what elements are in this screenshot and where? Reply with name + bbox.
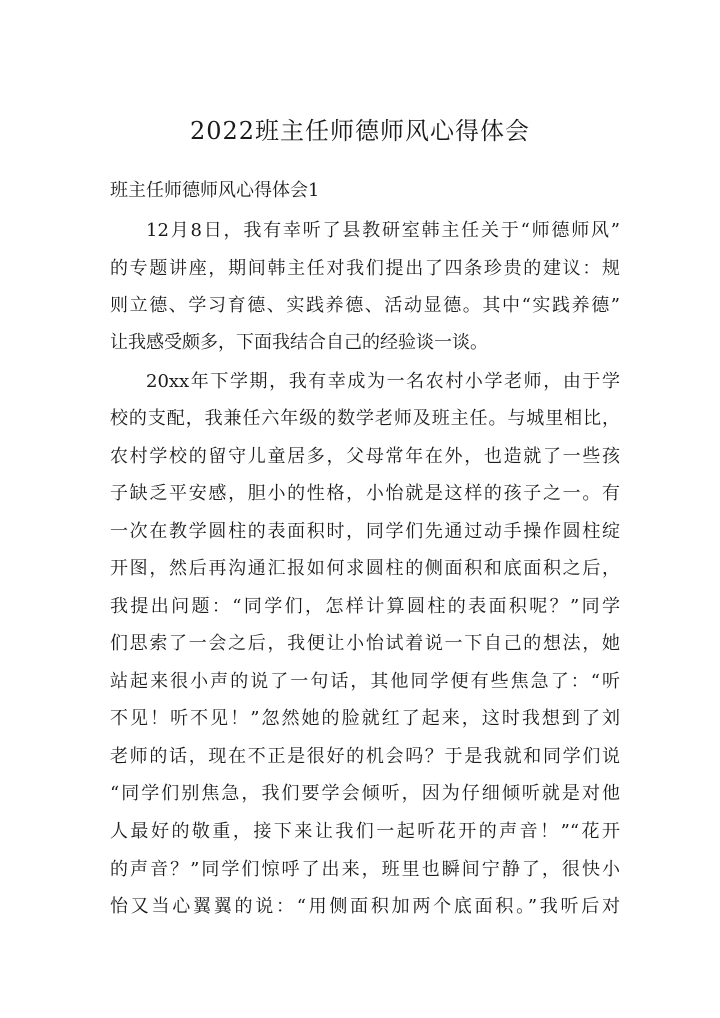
paragraph-2-line: 们思索了一会之后，我便让小怡试着说一下自己的想法，她 xyxy=(110,633,620,654)
paragraph-2-line: “同学们别焦急，我们要学会倾听，因为仔细倾听就是对他 xyxy=(110,783,620,804)
paragraph-1-line: 12月8日，我有幸听了县教研室韩主任关于“师德师风” xyxy=(146,220,620,241)
paragraph-2-line: 20xx年下学期，我有幸成为一名农村小学老师，由于学 xyxy=(146,371,620,392)
paragraph-2-line: 开图，然后再沟通汇报如何求圆柱的侧面积和底面积之后， xyxy=(110,558,620,579)
paragraph-1-line: 则立德、学习育德、实践养德、活动显德。其中“实践养德” xyxy=(110,295,620,316)
paragraph-2-line: 怡又当心翼翼的说：“用侧面积加两个底面积。”我听后对 xyxy=(110,896,620,917)
paragraph-2-line: 农村学校的留守儿童居多，父母常年在外，也造就了一些孩 xyxy=(110,446,620,467)
section-heading: 班主任师德师风心得体会1 xyxy=(110,180,320,201)
paragraph-2-line: 人最好的敬重，接下来让我们一起听花开的声音！”“花开 xyxy=(110,821,620,842)
paragraph-2-line: 一次在教学圆柱的表面积时，同学们先通过动手操作圆柱绽 xyxy=(110,521,620,542)
paragraph-1-line: 让我感受颇多，下面我结合自己的经验谈一谈。 xyxy=(110,332,488,353)
paragraph-2-line: 我提出问题：“同学们，怎样计算圆柱的表面积呢？”同学 xyxy=(110,596,620,617)
paragraph-2-line: 站起来很小声的说了一句话，其他同学便有些焦急了：“听 xyxy=(110,671,620,692)
paragraph-1-line: 的专题讲座，期间韩主任对我们提出了四条珍贵的建议：规 xyxy=(110,258,620,279)
paragraph-2-line: 子缺乏平安感，胆小的性格，小怡就是这样的孩子之一。有 xyxy=(110,483,620,504)
paragraph-2-line: 校的支配，我兼任六年级的数学老师及班主任。与城里相比， xyxy=(110,408,620,429)
paragraph-2-line: 不见！听不见！”忽然她的脸就红了起来，这时我想到了刘 xyxy=(110,708,620,729)
document-title: 2022班主任师德师风心得体会 xyxy=(189,117,531,145)
paragraph-2-line: 的声音？”同学们惊呼了出来，班里也瞬间宁静了，很快小 xyxy=(110,859,620,880)
paragraph-2-line: 老师的话，现在不正是很好的机会吗？于是我就和同学们说 xyxy=(110,746,620,767)
